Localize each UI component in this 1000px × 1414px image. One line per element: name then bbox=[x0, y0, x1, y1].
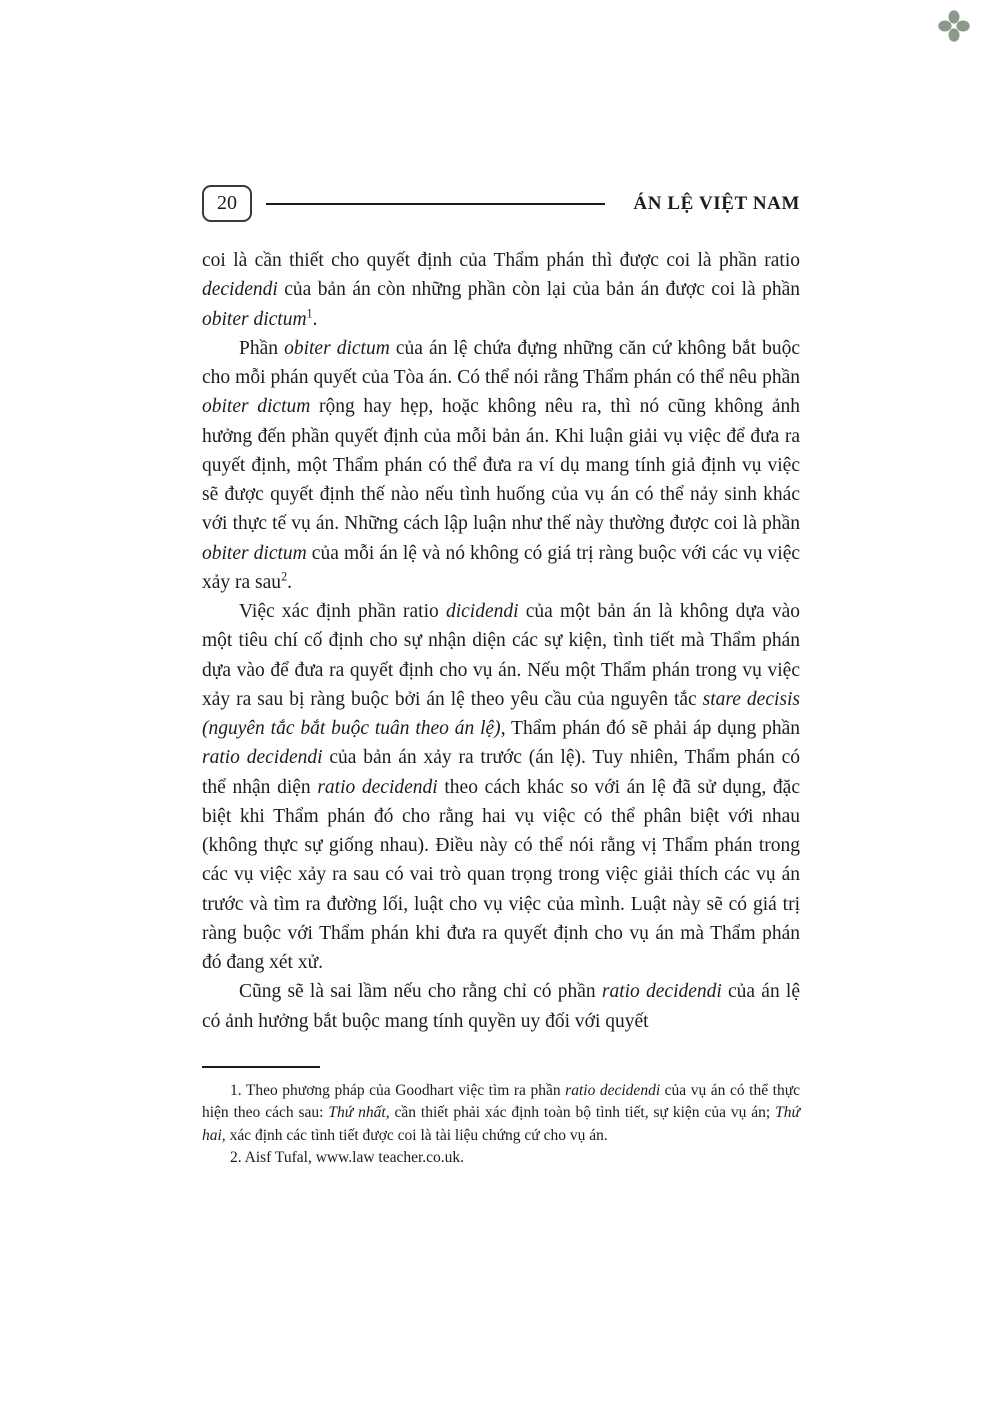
paragraph bbox=[202, 1080, 800, 1147]
page-number: 20 bbox=[202, 185, 252, 222]
italic-text: Thứ nhất, bbox=[328, 1104, 390, 1122]
paragraph bbox=[202, 246, 800, 334]
text-run: 1. Theo phương pháp của Goodhart việc tìm ra phần bbox=[230, 1081, 566, 1099]
italic-text: ratio decidendi bbox=[317, 776, 438, 798]
paragraph bbox=[202, 334, 800, 597]
text-run: của một bản án là không dựa vào một tiêu chí cố định cho sự nhận diện các sự kiện, tình tiết mà Thẩm phán dựa vào để đưa ra quyết định cho vụ án. Nếu một Thẩm phán trong vụ việc xảy ra sau bị ràng buộc bởi án lệ theo yêu cầu của nguyên tắc bbox=[202, 601, 800, 710]
italic-text: ratio decidendi bbox=[565, 1081, 661, 1099]
italic-text: stare decisis (nguyên tắc bắt buộc tuân theo án lệ) bbox=[202, 688, 800, 739]
footnote-marker: 2 bbox=[281, 569, 288, 584]
content-area bbox=[202, 185, 800, 1170]
text-run: theo cách khác so với án lệ đã sử dụng, đặc biệt khi Thẩm phán đó cho rằng hai vụ việc có thể phân biệt với nhau (không thực sự giống nhau). Điều này có thể nói rằng vị Thẩm phán trong các vụ việc xảy ra sau có vai trò quan trọng trong việc giải thích các vụ án trước và tìm ra đường lối, luật cho vụ việc của mình. Luật này sẽ có giá trị ràng buộc với Thẩm phán khi đưa ra quyết định cho vụ án mà Thẩm phán đó đang xét xử. bbox=[202, 776, 800, 973]
text-run: cần thiết phải xác định toàn bộ tình tiết, sự kiện của vụ án; bbox=[389, 1104, 776, 1122]
italic-text: decidendi bbox=[202, 279, 278, 301]
italic-text: obiter dictum bbox=[202, 396, 311, 418]
text-run: của án lệ có ảnh hưởng bắt buộc mang tính quyền uy đối với quyết bbox=[202, 981, 800, 1032]
text-run: . bbox=[312, 308, 318, 330]
italic-text: obiter dictum bbox=[284, 337, 390, 359]
text-run: của án lệ chứa đựng những căn cứ không bắt buộc cho mỗi phán quyết của Tòa án. Có thể nói rằng Thẩm phán có thể nêu phần bbox=[202, 337, 800, 388]
clover-ornament-icon bbox=[938, 10, 970, 42]
text-run: xác định các tình tiết được coi là tài liệu chứng cứ cho vụ án. bbox=[225, 1126, 608, 1144]
text-run: 2. Aisf Tufal, www.law teacher.co.uk. bbox=[230, 1149, 465, 1167]
text-run: coi là cần thiết cho quyết định của Thẩm phán thì được coi là phần ratio bbox=[202, 250, 800, 271]
text-run: Cũng sẽ là sai lầm nếu cho rằng chỉ có phần bbox=[239, 981, 602, 1003]
paragraph bbox=[202, 597, 800, 977]
italic-text: ratio decidendi bbox=[202, 747, 323, 769]
text-run: của mỗi án lệ và nó không có giá trị ràng buộc với các vụ việc xảy ra sau bbox=[202, 542, 801, 593]
body-text bbox=[202, 246, 800, 1036]
italic-text: dicidendi bbox=[445, 601, 519, 622]
text-run: Phần bbox=[239, 337, 285, 359]
text-run: . bbox=[287, 571, 292, 593]
text-run: của bản án còn những phần còn lại của bản án được coi là phần bbox=[277, 279, 800, 301]
text-run: , Thẩm phán đó sẽ phải áp dụng phần bbox=[500, 718, 800, 739]
text-run: Việc xác định phần ratio bbox=[239, 601, 446, 622]
paragraph bbox=[202, 977, 800, 1036]
text-run: rộng hay hẹp, hoặc không nêu ra, thì nó cũng không ảnh hưởng đến phần quyết định của mỗi bản án. Khi luận giải vụ việc để đưa ra quyết định, một Thẩm phán có thể đưa ra ví dụ mang tính giả định vụ việc sẽ được quyết định thế nào nếu tình huống của vụ án có thể nảy sinh khác với thực tế vụ án. Những cách lập luận như thế này thường được coi là phần bbox=[202, 396, 800, 535]
header-title: ÁN LỆ VIỆT NAM bbox=[633, 192, 800, 214]
italic-text: ratio decidendi bbox=[601, 981, 722, 1003]
footnote-marker: 1 bbox=[306, 306, 313, 320]
italic-text: obiter dictum bbox=[202, 542, 307, 564]
italic-text: obiter dictum bbox=[202, 308, 307, 330]
page-header bbox=[202, 185, 800, 222]
paragraph bbox=[202, 1147, 800, 1169]
italic-text: Thứ hai, bbox=[202, 1104, 800, 1144]
header-rule bbox=[266, 203, 605, 205]
footnote-separator bbox=[202, 1066, 320, 1068]
text-run: của vụ án có thể thực hiện theo cách sau: bbox=[202, 1081, 800, 1122]
text-run: của bản án xảy ra trước (án lệ). Tuy nhiên, Thẩm phán có thể nhận diện bbox=[202, 747, 800, 798]
footnotes-list bbox=[202, 1080, 800, 1170]
